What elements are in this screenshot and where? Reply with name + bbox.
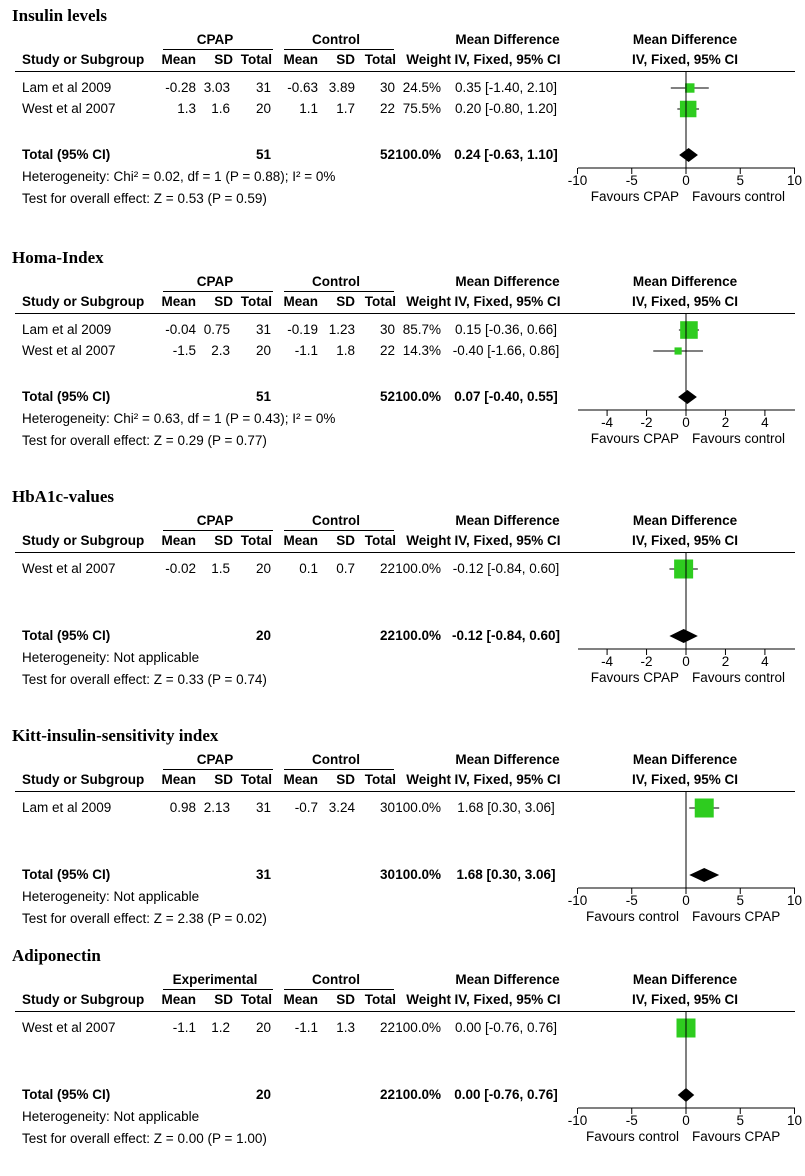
- favours-right-label: Favours CPAP: [692, 909, 780, 925]
- weight-cell: 100.0%: [371, 1020, 441, 1036]
- total-label: Total (95% CI): [22, 1087, 110, 1103]
- total-ci: 0.24 [-0.63, 1.10]: [440, 147, 572, 163]
- method-header: IV, Fixed, 95% CI: [435, 992, 580, 1008]
- x-tick-label: -5: [612, 893, 652, 909]
- exp-total-cell: 31: [201, 322, 271, 338]
- weight-header: Weight: [381, 52, 451, 68]
- exp-sd-cell: 2.13: [160, 800, 230, 816]
- total-diamond: [689, 868, 719, 882]
- total-ci: 0.00 [-0.76, 0.76]: [440, 1087, 572, 1103]
- x-tick-label: -10: [558, 893, 598, 909]
- ctl-total-cell: 22: [325, 561, 395, 577]
- favours-left-label: Favours control: [524, 1129, 679, 1145]
- exp-mean-cell: -0.28: [126, 80, 196, 96]
- ci-cell: -0.12 [-0.84, 0.60]: [440, 561, 572, 577]
- ci-cell: 0.00 [-0.76, 0.76]: [440, 1020, 572, 1036]
- favours-left-label: Favours CPAP: [524, 431, 679, 447]
- ctl-sd-cell: 1.23: [285, 322, 355, 338]
- weight-cell: 100.0%: [371, 561, 441, 577]
- weight-header: Weight: [381, 992, 451, 1008]
- ci-cell: 1.68 [0.30, 3.06]: [440, 800, 572, 816]
- exp-mean-header: Mean: [126, 533, 196, 549]
- study-name: Lam et al 2009: [22, 80, 111, 96]
- weight-cell: 14.3%: [371, 343, 441, 359]
- ctl-mean-cell: -1.1: [248, 1020, 318, 1036]
- method-header: IV, Fixed, 95% CI: [435, 52, 580, 68]
- ctl-total-cell: 22: [325, 343, 395, 359]
- exp-mean-cell: -0.04: [126, 322, 196, 338]
- x-tick-label: 5: [720, 893, 760, 909]
- ctl-mean-cell: -0.19: [248, 322, 318, 338]
- heterogeneity-text: Heterogeneity: Not applicable: [22, 1109, 199, 1125]
- ctl-sd-cell: 0.7: [285, 561, 355, 577]
- exp-total-cell: 31: [201, 80, 271, 96]
- weight-cell: 85.7%: [371, 322, 441, 338]
- total-label: Total (95% CI): [22, 389, 110, 405]
- md-plot-header: Mean Difference: [610, 513, 760, 529]
- x-tick-label: 0: [666, 1113, 706, 1129]
- total-weight: 100.0%: [371, 1087, 441, 1103]
- favours-left-label: Favours CPAP: [524, 189, 679, 205]
- study-box: [695, 799, 714, 818]
- ctl-group-label: Control: [281, 274, 391, 290]
- md-header: Mean Difference: [435, 972, 580, 988]
- ctl-mean-cell: 0.1: [248, 561, 318, 577]
- total-ci: -0.12 [-0.84, 0.60]: [440, 628, 572, 644]
- total-ctl: 22: [325, 1087, 395, 1103]
- x-tick-label: -5: [612, 1113, 652, 1129]
- method-header: IV, Fixed, 95% CI: [435, 533, 580, 549]
- exp-total-header: Total: [202, 772, 272, 788]
- study-box: [685, 83, 694, 92]
- exp-total-cell: 31: [201, 800, 271, 816]
- study-box: [674, 560, 693, 579]
- ctl-mean-header: Mean: [248, 294, 318, 310]
- ctl-sd-header: SD: [285, 992, 355, 1008]
- x-tick-label: 4: [745, 415, 785, 431]
- ctl-mean-header: Mean: [248, 533, 318, 549]
- exp-mean-cell: 1.3: [126, 101, 196, 117]
- ctl-mean-header: Mean: [248, 52, 318, 68]
- md-header: Mean Difference: [435, 752, 580, 768]
- study-name: West et al 2007: [22, 101, 116, 117]
- ctl-mean-cell: -0.7: [248, 800, 318, 816]
- method-header: IV, Fixed, 95% CI: [435, 772, 580, 788]
- x-tick-label: -5: [612, 173, 652, 189]
- total-exp: 51: [201, 147, 271, 163]
- total-exp: 31: [201, 867, 271, 883]
- ctl-sd-cell: 1.3: [285, 1020, 355, 1036]
- heterogeneity-text: Heterogeneity: Chi² = 0.02, df = 1 (P = 0.88); I² = 0%: [22, 169, 335, 185]
- x-tick-label: -4: [587, 415, 627, 431]
- total-ctl: 52: [325, 147, 395, 163]
- study-header: Study or Subgroup: [22, 533, 144, 549]
- ci-cell: 0.35 [-1.40, 2.10]: [440, 80, 572, 96]
- exp-mean-header: Mean: [126, 992, 196, 1008]
- method-plot-header: IV, Fixed, 95% CI: [610, 294, 760, 310]
- study-header: Study or Subgroup: [22, 294, 144, 310]
- study-box: [680, 321, 698, 339]
- weight-cell: 75.5%: [371, 101, 441, 117]
- ctl-total-header: Total: [326, 294, 396, 310]
- heterogeneity-text: Heterogeneity: Chi² = 0.63, df = 1 (P = 0.43); I² = 0%: [22, 411, 335, 427]
- exp-mean-cell: -1.5: [126, 343, 196, 359]
- total-weight: 100.0%: [371, 867, 441, 883]
- exp-mean-cell: 0.98: [126, 800, 196, 816]
- md-plot-header: Mean Difference: [610, 32, 760, 48]
- study-box: [675, 347, 682, 354]
- total-label: Total (95% CI): [22, 147, 110, 163]
- x-tick-label: 0: [666, 654, 706, 670]
- md-header: Mean Difference: [435, 32, 580, 48]
- panel-title: HbA1c-values: [12, 487, 114, 507]
- heterogeneity-text: Heterogeneity: Not applicable: [22, 889, 199, 905]
- weight-header: Weight: [381, 772, 451, 788]
- panel-title: Insulin levels: [12, 6, 107, 26]
- overall-effect-text: Test for overall effect: Z = 0.53 (P = 0.59): [22, 191, 267, 207]
- total-exp: 20: [201, 1087, 271, 1103]
- ctl-group-label: Control: [281, 513, 391, 529]
- forest-panel: [0, 946, 805, 1176]
- x-tick-label: -4: [587, 654, 627, 670]
- ctl-total-cell: 30: [325, 800, 395, 816]
- x-tick-label: -10: [558, 173, 598, 189]
- heterogeneity-text: Heterogeneity: Not applicable: [22, 650, 199, 666]
- ctl-mean-cell: 1.1: [248, 101, 318, 117]
- total-weight: 100.0%: [371, 389, 441, 405]
- exp-group-label: CPAP: [160, 274, 270, 290]
- exp-mean-header: Mean: [126, 52, 196, 68]
- x-tick-label: -2: [627, 415, 667, 431]
- exp-total-cell: 20: [201, 1020, 271, 1036]
- method-plot-header: IV, Fixed, 95% CI: [610, 52, 760, 68]
- ctl-total-header: Total: [326, 52, 396, 68]
- ctl-sd-cell: 1.7: [285, 101, 355, 117]
- total-exp: 51: [201, 389, 271, 405]
- ctl-mean-cell: -1.1: [248, 343, 318, 359]
- weight-header: Weight: [381, 294, 451, 310]
- overall-effect-text: Test for overall effect: Z = 2.38 (P = 0.02): [22, 911, 267, 927]
- x-tick-label: 2: [705, 654, 745, 670]
- overall-effect-text: Test for overall effect: Z = 0.00 (P = 1.00): [22, 1131, 267, 1147]
- study-header: Study or Subgroup: [22, 772, 144, 788]
- exp-mean-header: Mean: [126, 772, 196, 788]
- ci-cell: 0.20 [-0.80, 1.20]: [440, 101, 572, 117]
- favours-right-label: Favours control: [692, 670, 785, 686]
- forest-panel: [0, 248, 805, 478]
- method-plot-header: IV, Fixed, 95% CI: [610, 533, 760, 549]
- study-name: West et al 2007: [22, 561, 116, 577]
- study-header: Study or Subgroup: [22, 992, 144, 1008]
- forest-panel: [0, 726, 805, 956]
- x-tick-label: 10: [775, 893, 805, 909]
- exp-sd-header: SD: [163, 772, 233, 788]
- x-tick-label: 2: [705, 415, 745, 431]
- ctl-total-cell: 30: [325, 322, 395, 338]
- x-tick-label: 0: [666, 893, 706, 909]
- ctl-mean-header: Mean: [248, 992, 318, 1008]
- total-diamond: [679, 148, 698, 162]
- study-name: West et al 2007: [22, 343, 116, 359]
- exp-sd-header: SD: [163, 52, 233, 68]
- study-box: [680, 101, 697, 118]
- ctl-sd-cell: 3.89: [285, 80, 355, 96]
- md-plot-header: Mean Difference: [610, 752, 760, 768]
- x-tick-label: 10: [775, 173, 805, 189]
- favours-right-label: Favours control: [692, 189, 785, 205]
- study-name: Lam et al 2009: [22, 800, 111, 816]
- method-plot-header: IV, Fixed, 95% CI: [610, 772, 760, 788]
- ci-cell: -0.40 [-1.66, 0.86]: [440, 343, 572, 359]
- favours-right-label: Favours control: [692, 431, 785, 447]
- favours-left-label: Favours CPAP: [524, 670, 679, 686]
- ctl-group-label: Control: [281, 752, 391, 768]
- x-tick-label: 5: [720, 1113, 760, 1129]
- panel-title: Homa-Index: [12, 248, 104, 268]
- exp-sd-cell: 1.6: [160, 101, 230, 117]
- exp-mean-header: Mean: [126, 294, 196, 310]
- ctl-total-header: Total: [326, 772, 396, 788]
- ctl-total-cell: 22: [325, 101, 395, 117]
- study-name: West et al 2007: [22, 1020, 116, 1036]
- exp-total-header: Total: [202, 52, 272, 68]
- x-tick-label: -10: [558, 1113, 598, 1129]
- total-ci: 0.07 [-0.40, 0.55]: [440, 389, 572, 405]
- x-tick-label: -2: [627, 654, 667, 670]
- total-weight: 100.0%: [371, 147, 441, 163]
- ctl-sd-cell: 1.8: [285, 343, 355, 359]
- total-weight: 100.0%: [371, 628, 441, 644]
- x-tick-label: 0: [666, 173, 706, 189]
- ctl-mean-header: Mean: [248, 772, 318, 788]
- total-diamond: [669, 629, 697, 643]
- exp-sd-header: SD: [163, 294, 233, 310]
- total-exp: 20: [201, 628, 271, 644]
- study-header: Study or Subgroup: [22, 52, 144, 68]
- forest-panel: [0, 6, 805, 236]
- exp-sd-header: SD: [163, 992, 233, 1008]
- ci-cell: 0.15 [-0.36, 0.66]: [440, 322, 572, 338]
- exp-sd-cell: 1.2: [160, 1020, 230, 1036]
- ctl-group-label: Control: [281, 972, 391, 988]
- study-name: Lam et al 2009: [22, 322, 111, 338]
- panel-title: Adiponectin: [12, 946, 101, 966]
- total-diamond: [678, 390, 697, 404]
- exp-total-cell: 20: [201, 101, 271, 117]
- forest-panel: [0, 487, 805, 717]
- exp-group-label: CPAP: [160, 32, 270, 48]
- exp-total-cell: 20: [201, 343, 271, 359]
- total-ctl: 52: [325, 389, 395, 405]
- ctl-sd-header: SD: [285, 52, 355, 68]
- exp-total-cell: 20: [201, 561, 271, 577]
- x-tick-label: 4: [745, 654, 785, 670]
- x-tick-label: 5: [720, 173, 760, 189]
- ctl-sd-header: SD: [285, 294, 355, 310]
- exp-sd-cell: 3.03: [160, 80, 230, 96]
- weight-header: Weight: [381, 533, 451, 549]
- exp-total-header: Total: [202, 992, 272, 1008]
- weight-cell: 100.0%: [371, 800, 441, 816]
- ctl-total-header: Total: [326, 992, 396, 1008]
- exp-group-label: CPAP: [160, 513, 270, 529]
- ctl-total-cell: 22: [325, 1020, 395, 1036]
- panel-title: Kitt-insulin-sensitivity index: [12, 726, 218, 746]
- overall-effect-text: Test for overall effect: Z = 0.33 (P = 0.74): [22, 672, 267, 688]
- ctl-total-header: Total: [326, 533, 396, 549]
- method-plot-header: IV, Fixed, 95% CI: [610, 992, 760, 1008]
- md-plot-header: Mean Difference: [610, 274, 760, 290]
- favours-left-label: Favours control: [524, 909, 679, 925]
- total-ctl: 22: [325, 628, 395, 644]
- favours-right-label: Favours CPAP: [692, 1129, 780, 1145]
- x-tick-label: 10: [775, 1113, 805, 1129]
- exp-sd-cell: 1.5: [160, 561, 230, 577]
- md-header: Mean Difference: [435, 513, 580, 529]
- exp-sd-cell: 0.75: [160, 322, 230, 338]
- ctl-total-cell: 30: [325, 80, 395, 96]
- ctl-group-label: Control: [281, 32, 391, 48]
- exp-group-label: CPAP: [160, 752, 270, 768]
- md-plot-header: Mean Difference: [610, 972, 760, 988]
- total-ctl: 30: [325, 867, 395, 883]
- exp-group-label: Experimental: [160, 972, 270, 988]
- ctl-sd-header: SD: [285, 533, 355, 549]
- total-ci: 1.68 [0.30, 3.06]: [440, 867, 572, 883]
- ctl-mean-cell: -0.63: [248, 80, 318, 96]
- ctl-sd-header: SD: [285, 772, 355, 788]
- exp-sd-header: SD: [163, 533, 233, 549]
- md-header: Mean Difference: [435, 274, 580, 290]
- exp-total-header: Total: [202, 294, 272, 310]
- x-tick-label: 0: [666, 415, 706, 431]
- total-label: Total (95% CI): [22, 628, 110, 644]
- weight-cell: 24.5%: [371, 80, 441, 96]
- ctl-sd-cell: 3.24: [285, 800, 355, 816]
- method-header: IV, Fixed, 95% CI: [435, 294, 580, 310]
- exp-sd-cell: 2.3: [160, 343, 230, 359]
- total-label: Total (95% CI): [22, 867, 110, 883]
- exp-total-header: Total: [202, 533, 272, 549]
- exp-mean-cell: -0.02: [126, 561, 196, 577]
- overall-effect-text: Test for overall effect: Z = 0.29 (P = 0.77): [22, 433, 267, 449]
- exp-mean-cell: -1.1: [126, 1020, 196, 1036]
